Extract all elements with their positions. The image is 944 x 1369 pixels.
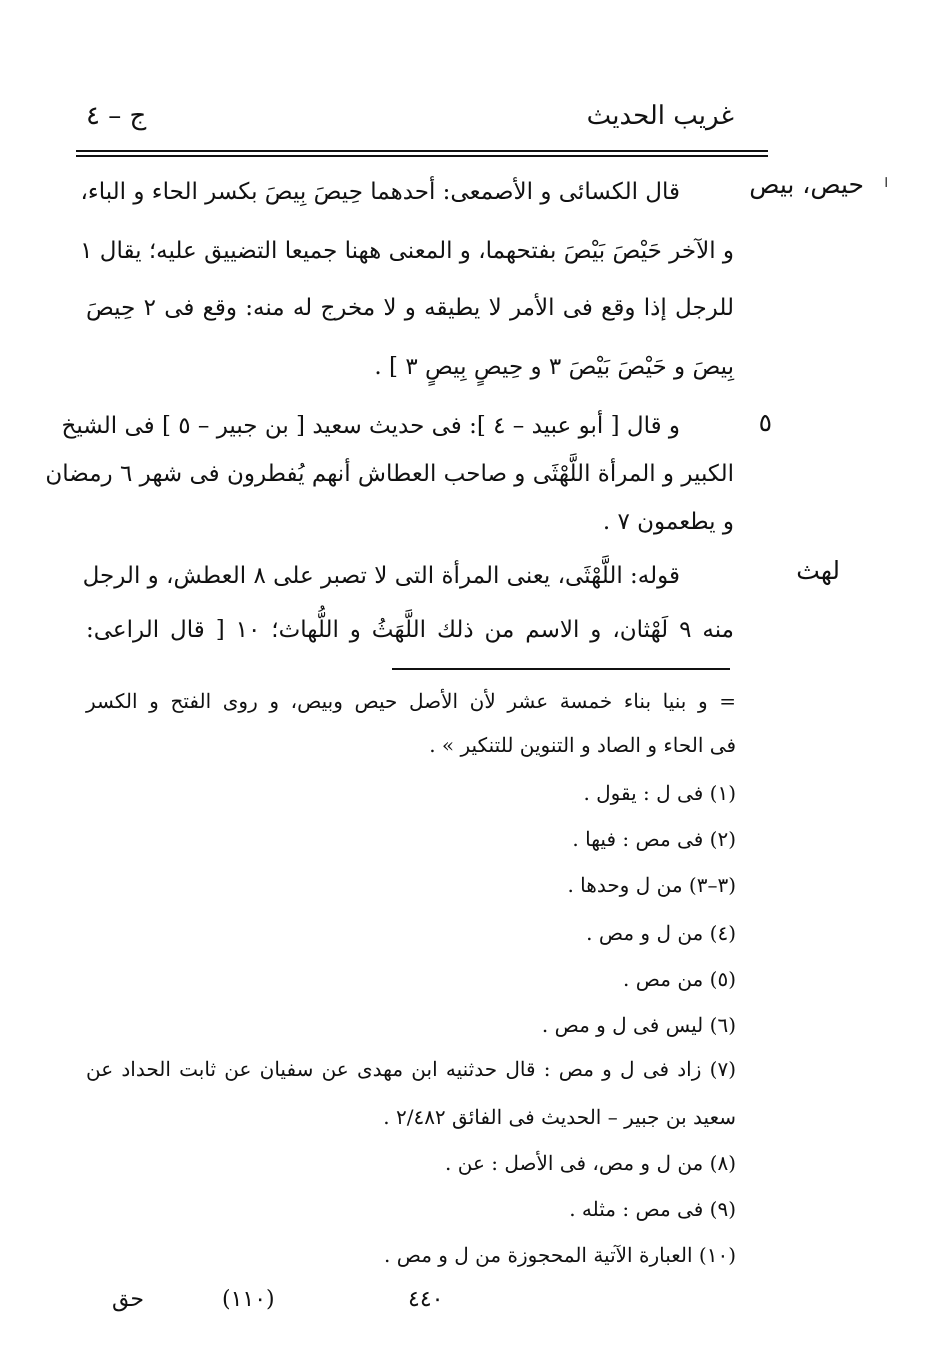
header-rule-bottom — [76, 155, 768, 157]
footnote-continuation-1: = و بنيا بناء خمسة عشر لأن الأصل حيص وبيص، و روى الفتح و الكسر — [86, 689, 736, 713]
body-line-6: الكبير و المرأة اللَّهْثَى و صاحب العطاش أنهم يُفطرون فى شهر ٦ رمضان — [45, 461, 734, 487]
margin-line-number: ٥ — [758, 408, 772, 437]
footnote-1: (١) فى ل : يقول . — [583, 781, 736, 805]
body-line-9: منه ٩ لَهْثان، و الاسم من ذلك اللَّهَثُ و اللُّهاث؛ ١٠ [ قال الراعى: — [86, 617, 735, 643]
running-title: غريب الحديث — [586, 101, 734, 131]
body-line-1: قال الكسائى و الأصمعى: أحدهما حِيصَ بِيصَ بكسر الحاء و الباء، — [80, 179, 680, 205]
margin-entry-lahath: لهث — [796, 556, 840, 585]
body-line-5: و قال [ أبو عبيد – ٤ ]: فى حديث سعيد [ بن جبير – ٥ ] فى الشيخ — [61, 413, 680, 439]
header-rule-top — [76, 150, 768, 152]
margin-entry-hays-bays: حيص، بيص — [749, 170, 864, 199]
footnote-continuation-2: فى الحاء و الصاد و التنوين للتنكير » . — [429, 733, 736, 757]
series-number: (١١٠) — [222, 1287, 275, 1312]
footnote-3: (٣–٣) من ل وحدها . — [567, 873, 736, 897]
footnote-5: (٥) من مص . — [623, 967, 736, 991]
footnote-4: (٤) من ل و مص . — [586, 921, 736, 945]
footnote-separator — [392, 668, 730, 670]
footnote-10: (١٠) العبارة الآتية المحجوزة من ل و مص . — [383, 1243, 736, 1267]
body-line-7: و يطعمون ٧ . — [602, 509, 734, 535]
body-line-3: للرجل إذا وقع فى الأمر لا يطيقه و لا مخرج له منه: وقع فى ٢ حِيصَ — [86, 295, 734, 321]
footnote-9: (٩) فى مص : مثله . — [569, 1197, 736, 1221]
body-line-4: بِيصَ و حَيْصَ بَيْصَ ٣ و حِيصٍ بِيصٍ ٣ ] . — [374, 354, 734, 380]
footnote-6: (٦) ليس فى ل و مص . — [541, 1013, 736, 1037]
body-line-2: و الآخر حَيْصَ بَيْصَ بفتحهما، و المعنى ههنا جميعا التضييق عليه؛ يقال ١ — [80, 238, 734, 264]
body-line-8: قوله: اللَّهْثَى، يعنى المرأة التى لا تصبر على ٨ العطش، و الرجل — [82, 563, 680, 589]
signature-mark: حق — [112, 1287, 144, 1312]
footnote-8: (٨) من ل و مص، فى الأصل : عن . — [445, 1151, 736, 1175]
margin-mark: ا — [884, 176, 888, 191]
footnote-7: (٧) زاد فى ل و مص : قال حدثنيه ابن مهدى عن سفيان عن ثابت الحداد عن — [86, 1057, 736, 1081]
footnote-7-continuation: سعيد بن جبير – الحديث فى الفائق ٢/٤٨٢ . — [383, 1105, 736, 1129]
page-number: ٤٤٠ — [408, 1287, 444, 1312]
footnote-2: (٢) فى مص : فيها . — [572, 827, 736, 851]
volume-indicator: ج – ٤ — [86, 101, 147, 131]
